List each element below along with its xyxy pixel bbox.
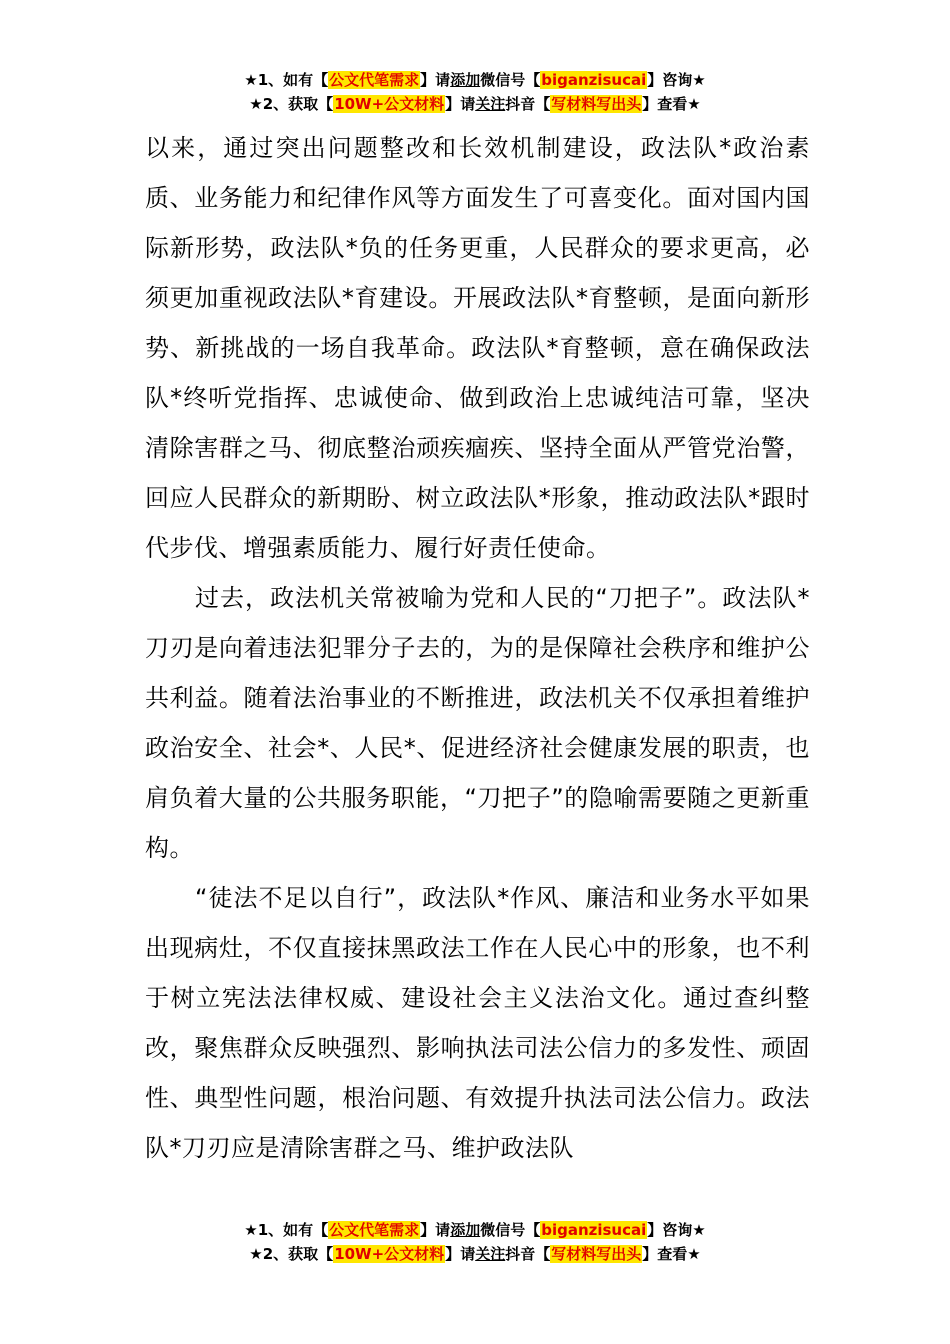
banner-text: ★1、如有【 — [244, 71, 329, 89]
banner-text: ★2、获取【 — [249, 1245, 334, 1263]
underlined-text: 添加 — [450, 1221, 481, 1239]
paragraph: 过去，政法机关常被喻为党和人民的“刀把子”。政法队*刀刃是向着违法犯罪分子去的，为的是保障社会秩序和维护公共利益。随着法治事业的不断推进，政法机关不仅承担着维护政治安全、社会*、人民*、促进经济社会健康发展的职责，也肩负着大量的公共服务职能，“刀把子”的隐喻需要随之更新重构。 — [145, 584, 810, 862]
wechat-id-highlight: biganzisucai — [541, 71, 647, 89]
paragraph: “徒法不足以自行”，政法队*作风、廉洁和业务水平如果出现病灶，不仅直接抹黑政法工作在人民心中的形象，也不利于树立宪法法律权威、建设社会主义法治文化。通过查纠整改，聚焦群众反映强烈、影响执法司法公信力的多发性、顽固性、典型性问题，根治问题、有效提升执法司法公信力。政法队*刀刃应是清除害群之马、维护政法队 — [145, 884, 810, 1162]
underlined-text: 关注 — [475, 1245, 506, 1263]
footer-banner — [0, 1218, 950, 1266]
document-body — [145, 123, 810, 1173]
underlined-text: 添加 — [450, 71, 481, 89]
highlight-text: 公文代笔需求 — [329, 1221, 420, 1239]
douyin-id-highlight: 写材料写出头 — [551, 95, 642, 113]
banner-text: 】查看★ — [642, 95, 701, 113]
header-banner — [0, 68, 950, 116]
banner-text: 】请 — [420, 1221, 451, 1239]
wechat-id-highlight: biganzisucai — [541, 1221, 647, 1239]
banner-line-1 — [0, 68, 950, 92]
banner-text: 】咨询★ — [647, 1221, 706, 1239]
banner-text: 】咨询★ — [647, 71, 706, 89]
banner-line-1 — [0, 1218, 950, 1242]
douyin-id-highlight: 写材料写出头 — [551, 1245, 642, 1263]
banner-text: 微信号【 — [480, 1221, 541, 1239]
banner-text: 】查看★ — [642, 1245, 701, 1263]
banner-text: 微信号【 — [480, 71, 541, 89]
highlight-text: 公文代笔需求 — [329, 71, 420, 89]
underlined-text: 关注 — [475, 95, 506, 113]
paragraph: 以来，通过突出问题整改和长效机制建设，政法队*政治素质、业务能力和纪律作风等方面发生了可喜变化。面对国内国际新形势，政法队*负的任务更重，人民群众的要求更高，必须更加重视政法队*育建设。开展政法队*育整顿，是面向新形势、新挑战的一场自我革命。政法队*育整顿，意在确保政法队*终听党指挥、忠诚使命、做到政治上忠诚纯洁可靠，坚决清除害群之马、彻底整治顽疾痼疾、坚持全面从严管党治警，回应人民群众的新期盼、树立政法队*形象，推动政法队*跟时代步伐、增强素质能力、履行好责任使命。 — [145, 134, 810, 562]
banner-text: ★1、如有【 — [244, 1221, 329, 1239]
highlight-text: 10W+公文材料 — [334, 95, 445, 113]
banner-line-2 — [0, 1242, 950, 1266]
highlight-text: 10W+公文材料 — [334, 1245, 445, 1263]
banner-text: ★2、获取【 — [249, 95, 334, 113]
banner-text: 】请 — [445, 1245, 476, 1263]
banner-text: 抖音【 — [505, 95, 551, 113]
banner-text: 】请 — [445, 95, 476, 113]
banner-line-2 — [0, 92, 950, 116]
banner-text: 抖音【 — [505, 1245, 551, 1263]
banner-text: 】请 — [420, 71, 451, 89]
